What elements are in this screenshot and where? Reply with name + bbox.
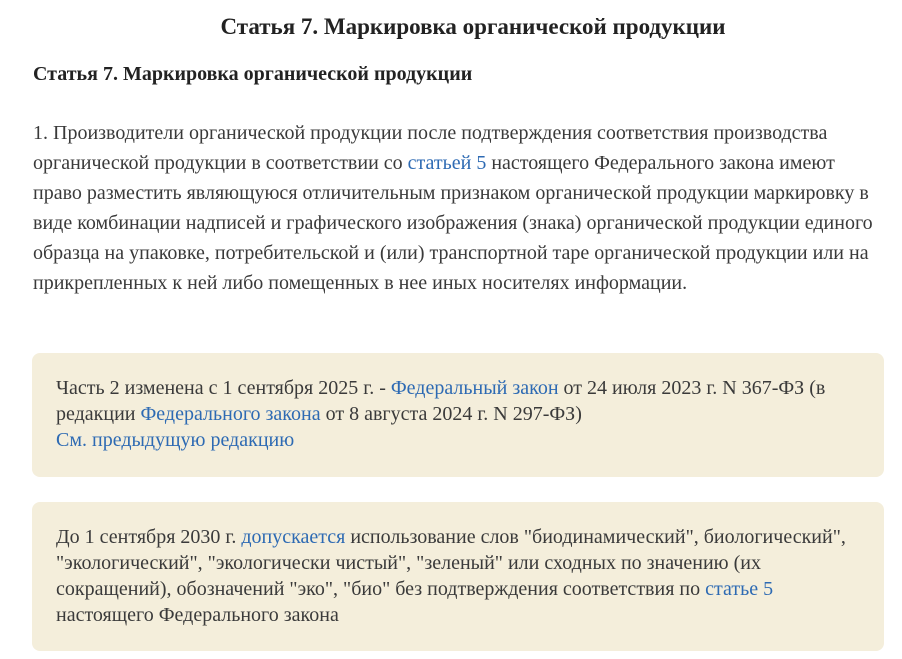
- previous-edition-link[interactable]: См. предыдущую редакцию: [56, 429, 295, 451]
- federal-law-edition-link[interactable]: Федерального закона: [140, 403, 321, 425]
- note-text: от 8 августа 2024 г. N 297-ФЗ): [320, 403, 582, 425]
- amendment-text: [56, 375, 860, 427]
- article-5-link-2[interactable]: статье 5: [705, 578, 774, 600]
- federal-law-link[interactable]: Федеральный закон: [390, 377, 559, 399]
- transition-note: [32, 502, 884, 651]
- allowed-link[interactable]: допускается: [241, 526, 346, 548]
- transition-text: [56, 524, 860, 628]
- note-text: До 1 сентября 2030 г.: [56, 526, 242, 548]
- article-5-link[interactable]: статьей 5: [407, 152, 487, 174]
- paragraph-text: 1. Производители органической продукции после подтверждения соответствия производства органической продукции в соответствии со: [33, 122, 828, 174]
- note-text: использование слов "биодинамический", биологический", "экологический", "экологически чистый", "зеленый" или сходных по значению (их сокращений), обозначений "эко", "био" без подтверждения соответствия по: [56, 526, 846, 600]
- article-paragraph-1: [33, 118, 883, 298]
- note-text: настоящего Федерального закона: [56, 604, 339, 626]
- note-text: Часть 2 изменена с 1 сентября 2025 г. -: [56, 377, 391, 399]
- paragraph-text: настоящего Федерального закона имеют право разместить являющуюся отличительным признаком органической продукции маркировку в виде комбинации надписей и графического изображения (знака) органической продукции единого образца на упаковке, потребительской и (или) транспортной таре органической продукции или на прикрепленных к ней либо помещенных в нее иных носителях информации.: [33, 152, 873, 294]
- note-text: от 24 июля 2023 г. N 367-ФЗ (в редакции: [56, 377, 826, 425]
- page-title: Статья 7. Маркировка органической продукции: [220, 14, 726, 39]
- article-heading: Статья 7. Маркировка органической продукции: [33, 63, 473, 85]
- amendment-note: [32, 353, 884, 477]
